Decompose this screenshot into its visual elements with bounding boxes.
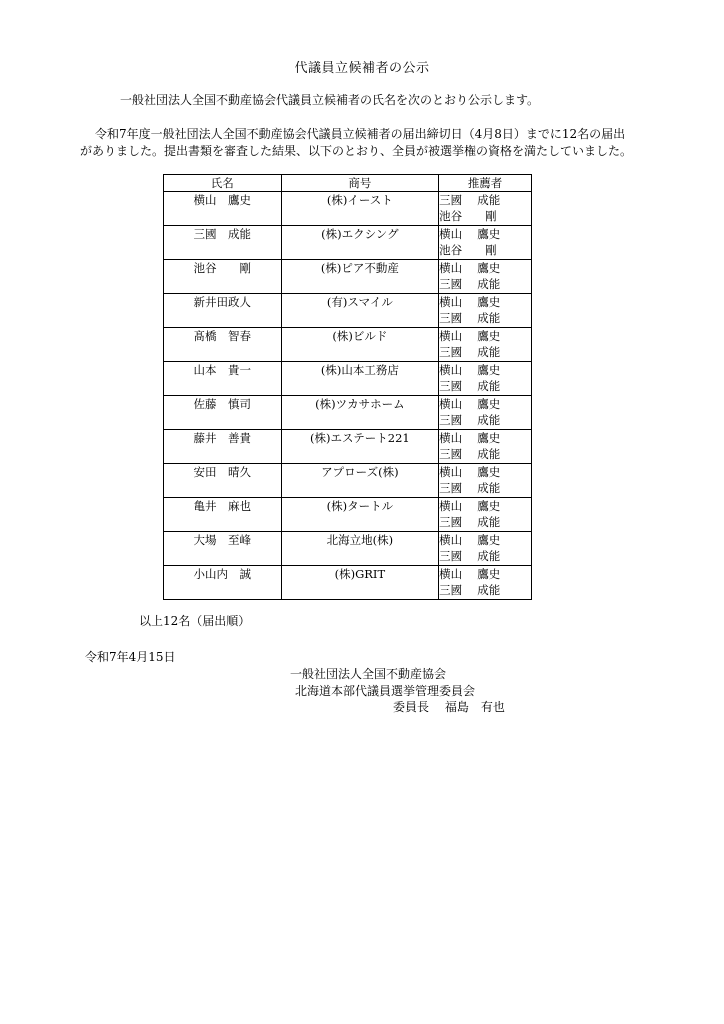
recommenders-cell xyxy=(439,260,532,294)
candidate-name: 小山内 誠 xyxy=(164,566,282,600)
recommender-name: 三國 成能 xyxy=(439,311,501,325)
committee-name: 北海道本部代議員選挙管理委員会 xyxy=(295,684,476,698)
candidate-name: 髙橋 智春 xyxy=(164,328,282,362)
candidate-company: (株)ピア不動産 xyxy=(281,260,439,294)
candidate-name: 横山 鷹史 xyxy=(164,192,282,226)
candidate-company: (株)山本工務店 xyxy=(281,362,439,396)
candidate-company: (有)スマイル xyxy=(281,294,439,328)
table-row xyxy=(164,226,532,260)
candidate-table-body xyxy=(164,192,532,600)
recommenders-cell xyxy=(439,226,532,260)
candidate-name: 池谷 剛 xyxy=(164,260,282,294)
recommender-name: 三國 成能 xyxy=(439,379,501,393)
candidate-summary: 以上12名（届出順） xyxy=(139,614,251,628)
recommender-name: 横山 鷹史 xyxy=(439,295,501,309)
recommender-name: 三國 成能 xyxy=(439,583,501,597)
candidate-company: (株)GRIT xyxy=(281,566,439,600)
recommenders-cell xyxy=(439,192,532,226)
candidate-name: 安田 晴久 xyxy=(164,464,282,498)
recommender-name: 横山 鷹史 xyxy=(439,329,501,343)
document-title: 代議員立候補者の公示 xyxy=(294,61,430,76)
header-name: 氏名 xyxy=(164,175,282,192)
candidate-company: (株)ツカサホーム xyxy=(281,396,439,430)
table-row xyxy=(164,294,532,328)
candidate-name: 藤井 善貴 xyxy=(164,430,282,464)
recommender-name: 三國 成能 xyxy=(439,447,501,461)
recommender-name: 横山 鷹史 xyxy=(439,499,501,513)
recommender-name: 三國 成能 xyxy=(439,413,501,427)
candidate-name: 亀井 麻也 xyxy=(164,498,282,532)
body-paragraph-line-2: がありました。提出書類を審査した結果、以下のとおり、全員が被選挙権の資格を満たしていました。 xyxy=(80,144,633,158)
recommender-name: 池谷 剛 xyxy=(439,243,497,257)
table-header-row xyxy=(164,175,532,192)
recommender-name: 横山 鷹史 xyxy=(439,397,501,411)
candidate-name: 大場 至峰 xyxy=(164,532,282,566)
candidate-name: 三國 成能 xyxy=(164,226,282,260)
recommenders-cell xyxy=(439,362,532,396)
body-paragraph-line-1: 令和7年度一般社団法人全国不動産協会代議員立候補者の届出締切日（4月8日）までに12名の届出 xyxy=(95,127,626,141)
candidate-company: (株)エステート221 xyxy=(281,430,439,464)
candidate-company: (株)イースト xyxy=(281,192,439,226)
table-row xyxy=(164,328,532,362)
table-row xyxy=(164,192,532,226)
recommenders-cell xyxy=(439,566,532,600)
recommender-name: 池谷 剛 xyxy=(439,209,497,223)
candidate-name: 佐藤 慎司 xyxy=(164,396,282,430)
publication-date: 令和7年4月15日 xyxy=(85,650,176,664)
candidate-company: (株)ビルド xyxy=(281,328,439,362)
intro-text: 一般社団法人全国不動産協会代議員立候補者の氏名を次のとおり公示します。 xyxy=(120,93,540,107)
table-row xyxy=(164,362,532,396)
signatory: 委員長 福島 有也 xyxy=(393,700,505,714)
table-row xyxy=(164,566,532,600)
table-row xyxy=(164,396,532,430)
recommender-name: 横山 鷹史 xyxy=(439,567,501,581)
table-row xyxy=(164,498,532,532)
recommender-name: 三國 成能 xyxy=(439,277,501,291)
recommenders-cell xyxy=(439,294,532,328)
recommender-name: 横山 鷹史 xyxy=(439,261,501,275)
recommender-name: 三國 成能 xyxy=(439,193,501,207)
recommenders-cell xyxy=(439,396,532,430)
recommenders-cell xyxy=(439,464,532,498)
recommender-name: 三國 成能 xyxy=(439,549,501,563)
candidate-name: 山本 貴一 xyxy=(164,362,282,396)
recommender-name: 三國 成能 xyxy=(439,481,501,495)
candidate-company: アプローズ(株) xyxy=(281,464,439,498)
recommender-name: 横山 鷹史 xyxy=(439,431,501,445)
recommenders-cell xyxy=(439,532,532,566)
header-company: 商号 xyxy=(281,175,439,192)
recommender-name: 横山 鷹史 xyxy=(439,533,501,547)
candidate-name: 新井田政人 xyxy=(164,294,282,328)
recommender-name: 横山 鷹史 xyxy=(439,227,501,241)
table-row xyxy=(164,532,532,566)
candidate-company: (株)タートル xyxy=(281,498,439,532)
organization-name: 一般社団法人全国不動産協会 xyxy=(290,667,447,681)
table-row xyxy=(164,464,532,498)
table-row xyxy=(164,430,532,464)
table-row xyxy=(164,260,532,294)
recommenders-cell xyxy=(439,498,532,532)
candidate-company: (株)エクシング xyxy=(281,226,439,260)
recommender-name: 横山 鷹史 xyxy=(439,465,501,479)
recommenders-cell xyxy=(439,430,532,464)
header-recommenders: 推薦者 xyxy=(439,175,532,192)
recommender-name: 三國 成能 xyxy=(439,515,501,529)
recommender-name: 横山 鷹史 xyxy=(439,363,501,377)
candidate-company: 北海立地(株) xyxy=(281,532,439,566)
recommenders-cell xyxy=(439,328,532,362)
recommender-name: 三國 成能 xyxy=(439,345,501,359)
candidate-table xyxy=(163,174,532,600)
